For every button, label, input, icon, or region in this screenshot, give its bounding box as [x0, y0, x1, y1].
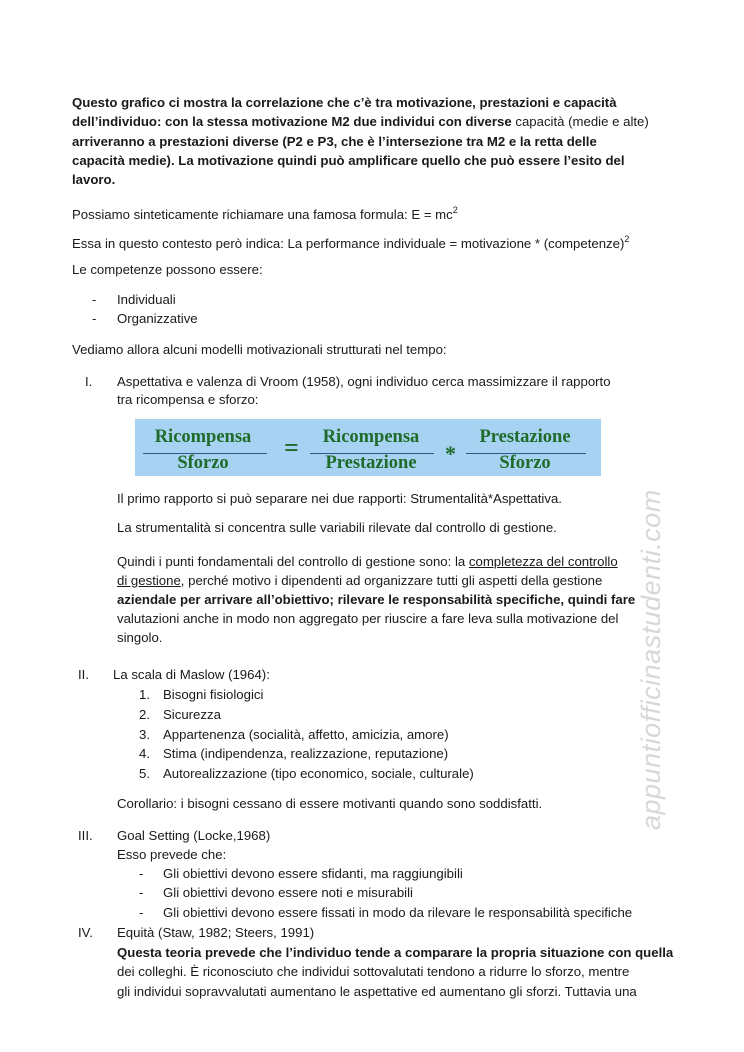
- section-1-p3-line-2-text: , perché motivo i dipendenti ad organizzare tutti gli aspetti della gestione: [180, 573, 603, 588]
- goal-item-2: Gli obiettivi devono essere noti e misurabili: [163, 885, 413, 900]
- maslow-number-3: 3.: [139, 727, 150, 742]
- section-1-p3-line-4: valutazioni anche in modo non aggregato per riuscire a fare leva sulla motivazione del: [117, 611, 619, 626]
- competenze-item-2: Organizzative: [117, 311, 198, 326]
- section-4-line-1: Questa teoria prevede che l’individuo tende a comparare la propria situazione con quella: [117, 945, 674, 960]
- models-intro: Vediamo allora alcuni modelli motivazionali strutturati nel tempo:: [72, 342, 447, 357]
- section-1-p3-underline-2: di gestione: [117, 573, 181, 588]
- goal-bullet-3: -: [139, 905, 144, 920]
- section-1-p3-line-3: aziendale per arrivare all’obiettivo; rilevare le responsabilità specifiche, quindi fare: [117, 592, 636, 607]
- section-1-paragraph-2: La strumentalità si concentra sulle variabili rilevate dal controllo di gestione.: [117, 520, 557, 535]
- goal-bullet-1: -: [139, 866, 144, 881]
- site-watermark: appuntiofficinastudenti.com: [636, 489, 666, 830]
- famous-formula-exponent: 2: [452, 205, 458, 215]
- context-formula-line: [72, 234, 629, 253]
- section-1-p3-line-1-text: Quindi i punti fondamentali del controllo di gestione sono: la: [117, 554, 469, 569]
- section-4-line-2: dei colleghi. È riconosciuto che individui sottovalutati tendono a ridurre lo sforzo, mentre: [117, 964, 630, 979]
- formula-left-numerator: Ricompensa: [154, 427, 252, 447]
- maslow-item-4: Stima (indipendenza, realizzazione, reputazione): [163, 746, 449, 761]
- section-1-p3-line-5: singolo.: [117, 630, 163, 645]
- section-3-number: III.: [78, 828, 93, 843]
- goal-bullet-2: -: [139, 885, 144, 900]
- section-4-line-3: gli individui sopravvalutati aumentano le aspettative ed aumentano gli sforzi. Tuttavia una: [117, 984, 637, 999]
- formula-middle-numerator: Ricompensa: [322, 427, 420, 447]
- maslow-corollary: Corollario: i bisogni cessano di essere motivanti quando sono soddisfatti.: [117, 796, 543, 811]
- maslow-number-1: 1.: [139, 687, 150, 702]
- intro-line-1: Questo grafico ci mostra la correlazione che c’è tra motivazione, prestazioni e capacità: [72, 95, 617, 110]
- section-4-title: Equità (Staw, 1982; Steers, 1991): [117, 925, 315, 940]
- section-3-title: Goal Setting (Locke,1968): [117, 828, 271, 843]
- vroom-formula-box: [135, 419, 601, 476]
- maslow-item-1: Bisogni fisiologici: [163, 687, 264, 702]
- section-4-number: IV.: [78, 925, 93, 940]
- section-1-p3-line-2: [117, 571, 602, 590]
- formula-right-numerator: Prestazione: [479, 427, 571, 447]
- context-formula-text: Essa in questo contesto però indica: La performance individuale = motivazione * (competenze): [72, 236, 625, 251]
- formula-multiply-sign: *: [445, 441, 456, 466]
- intro-line-2-bold: dell’individuo: con la stessa motivazione M2 due individui con diverse: [72, 114, 512, 129]
- section-2-title: La scala di Maslow (1964):: [113, 667, 270, 682]
- section-1-p3-underline-1: completezza del controllo: [468, 554, 618, 569]
- goal-item-3: Gli obiettivi devono essere fissati in modo da rilevare le responsabilità specifiche: [163, 905, 633, 920]
- section-3-subtitle: Esso prevede che:: [117, 847, 227, 862]
- goal-item-1: Gli obiettivi devono essere sfidanti, ma raggiungibili: [163, 866, 463, 881]
- formula-equals-sign: =: [284, 433, 299, 462]
- intro-line-2: [72, 112, 649, 131]
- section-1-p3-line-1: [117, 552, 618, 571]
- intro-line-3: arriveranno a prestazioni diverse (P2 e P3, che è l’intersezione tra M2 e la retta delle: [72, 134, 597, 149]
- section-1-line-1: Aspettativa e valenza di Vroom (1958), ogni individuo cerca massimizzare il rapporto: [117, 374, 611, 389]
- competenze-bullet-1: -: [92, 292, 97, 307]
- intro-line-5: lavoro.: [72, 172, 116, 187]
- maslow-item-5: Autorealizzazione (tipo economico, sociale, culturale): [163, 766, 474, 781]
- formula-right-denominator: Sforzo: [499, 453, 551, 473]
- formula-left-denominator: Sforzo: [177, 453, 229, 473]
- competenze-intro: Le competenze possono essere:: [72, 262, 263, 277]
- context-formula-exponent: 2: [624, 234, 630, 244]
- maslow-number-5: 5.: [139, 766, 150, 781]
- section-1-paragraph-1: Il primo rapporto si può separare nei due rapporti: Strumentalità*Aspettativa.: [117, 491, 562, 506]
- intro-line-4: capacità medie). La motivazione quindi può amplificare quello che può essere l’esito del: [72, 153, 625, 168]
- maslow-number-4: 4.: [139, 746, 150, 761]
- maslow-item-2: Sicurezza: [163, 707, 221, 722]
- famous-formula-line: [72, 205, 458, 224]
- formula-middle-denominator: Prestazione: [325, 453, 417, 473]
- famous-formula-text: Possiamo sinteticamente richiamare una famosa formula: E = mc: [72, 207, 453, 222]
- section-1-line-2: tra ricompensa e sforzo:: [117, 392, 259, 407]
- maslow-number-2: 2.: [139, 707, 150, 722]
- maslow-item-3: Appartenenza (socialità, affetto, amicizia, amore): [163, 727, 449, 742]
- competenze-item-1: Individuali: [117, 292, 176, 307]
- section-1-number: I.: [85, 374, 93, 389]
- competenze-bullet-2: -: [92, 311, 97, 326]
- section-2-number: II.: [78, 667, 89, 682]
- intro-line-2-normal: capacità (medie e alte): [511, 114, 649, 129]
